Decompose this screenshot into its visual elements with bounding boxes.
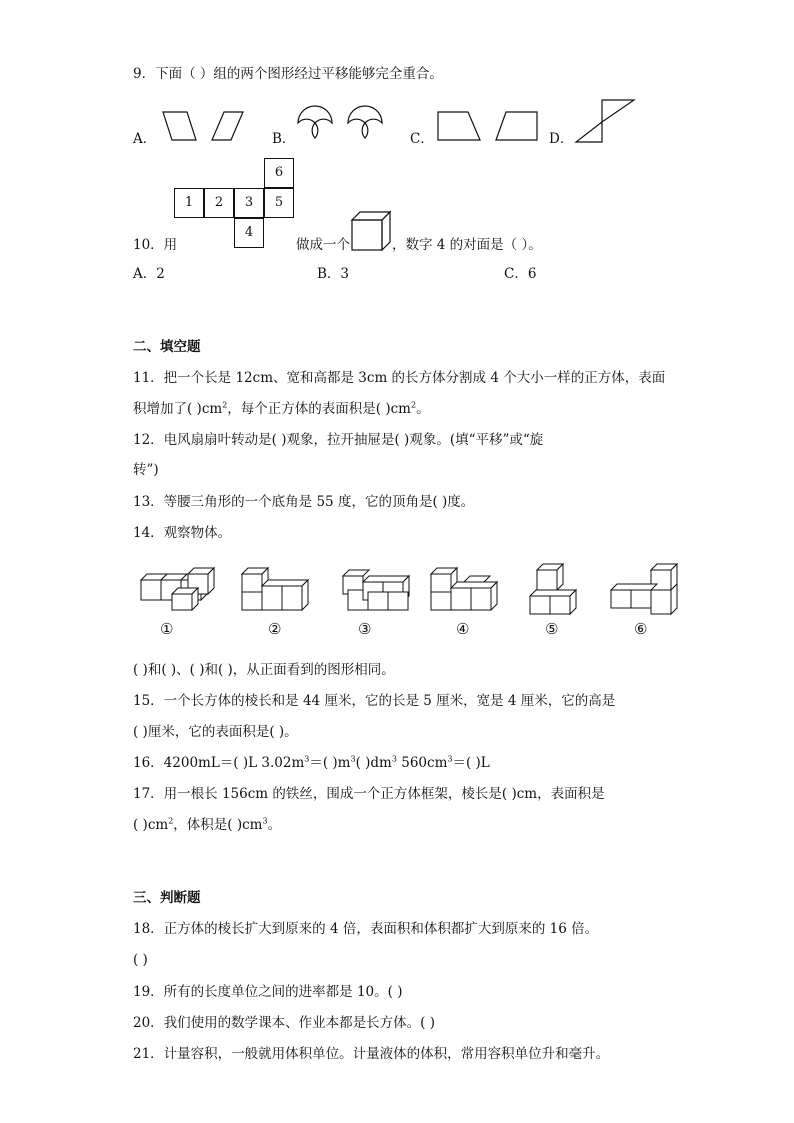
ginkgo-leaf-pair-icon (296, 107, 386, 143)
q19-text: 19．所有的长度单位之间的进率都是 10。( ) (133, 984, 403, 1000)
q17-line2: ( )$cm^2$，体积是( )$cm^3$。 (133, 816, 282, 833)
figure-label-6: ⑥ (634, 620, 648, 638)
figure-label-2: ② (268, 620, 282, 638)
q20-text: 20．我们使用的数学课本、作业本都是长方体。( ) (133, 1015, 436, 1031)
q14-answer: ( )和( )、( )和( )，从正面看到的图形相同。 (133, 662, 395, 678)
q14-text: 14．观察物体。 (133, 525, 232, 541)
q12-line2: 转”) (133, 462, 159, 478)
q9-option-a: A． (133, 131, 157, 147)
q16-text: 16．4200mL＝( )L $3.02m^3=$( )$m^3$( )$dm^3$ $560cm^3=$( )L (133, 754, 490, 771)
q10-middle: 做成一个 (296, 237, 350, 253)
q9-text: 9．下面（ ）组的两个图形经过平移能够完全重合。 (133, 66, 443, 82)
q9-option-c: C． (410, 131, 434, 147)
net-cell: 6 (264, 158, 294, 188)
q10-option-a: A．2 (133, 266, 165, 282)
figure-label-1: ① (160, 620, 174, 638)
section-title-true-false: 三、判断题 (133, 890, 201, 906)
cube-figure-5 (528, 562, 608, 614)
cube-icon (350, 210, 392, 252)
cube-figure-6 (609, 562, 689, 614)
q18-line1: 18．正方体的棱长扩大到原来的 4 倍，表面积和体积都扩大到原来的 16 倍。 (133, 921, 599, 937)
q13-text: 13．等腰三角形的一个底角是 55 度，它的顶角是( )度。 (133, 494, 475, 510)
q11-line2: 积增加了( )$cm^2$，每个正方体的表面积是( )$cm^2$。 (133, 400, 430, 417)
net-cell: 3 (234, 188, 264, 218)
q10-suffix: ，数字 4 的对面是（ ）。 (392, 237, 542, 253)
net-cell: 2 (204, 188, 234, 218)
q18-line2: ( ) (133, 952, 148, 968)
q10-option-c: C．6 (504, 266, 537, 282)
net-cell: 4 (234, 218, 264, 248)
q10-option-b: B．3 (317, 266, 350, 282)
q9-option-d: D． (549, 131, 574, 147)
net-cell: 1 (174, 188, 204, 218)
q11-line1: 11．把一个长是 12cm、宽和高都是 3cm 的长方体分割成 4 个大小一样的正方体，表面 (133, 370, 666, 386)
section-title-fill-in: 二、填空题 (133, 339, 201, 355)
trapezoid-pair-icon (436, 110, 540, 142)
cube-figure-2 (239, 566, 319, 612)
figure-label-4: ④ (456, 620, 470, 638)
q15-line2: ( )厘米，它的表面积是( )。 (133, 724, 298, 740)
triangle-pair-icon (574, 98, 636, 144)
q21-text: 21．计量容积，一般就用体积单位。计量液体的体积，常用容积单位升和毫升。 (133, 1046, 610, 1062)
net-cell: 5 (264, 188, 294, 218)
parallelogram-pair-icon (160, 110, 245, 142)
figure-label-3: ③ (358, 620, 372, 638)
cube-figure-3 (340, 566, 420, 612)
cube-figure-1 (138, 566, 218, 612)
figure-label-5: ⑤ (545, 620, 559, 638)
q10-prefix: 10．用 (133, 237, 178, 253)
q12-line1: 12．电风扇扇叶转动是( )观象，拉开抽屉是( )观象。(填“平移”或“旋 (133, 432, 544, 448)
q15-line1: 15．一个长方体的棱长和是 44 厘米，它的长是 5 厘米，宽是 4 厘米，它的高是 (133, 693, 616, 709)
cube-figure-4 (428, 566, 508, 612)
q17-line1: 17．用一根长 156cm 的铁丝，围成一个正方体框架，棱长是( )cm，表面积是 (133, 786, 605, 802)
q9-option-b: B． (272, 131, 296, 147)
